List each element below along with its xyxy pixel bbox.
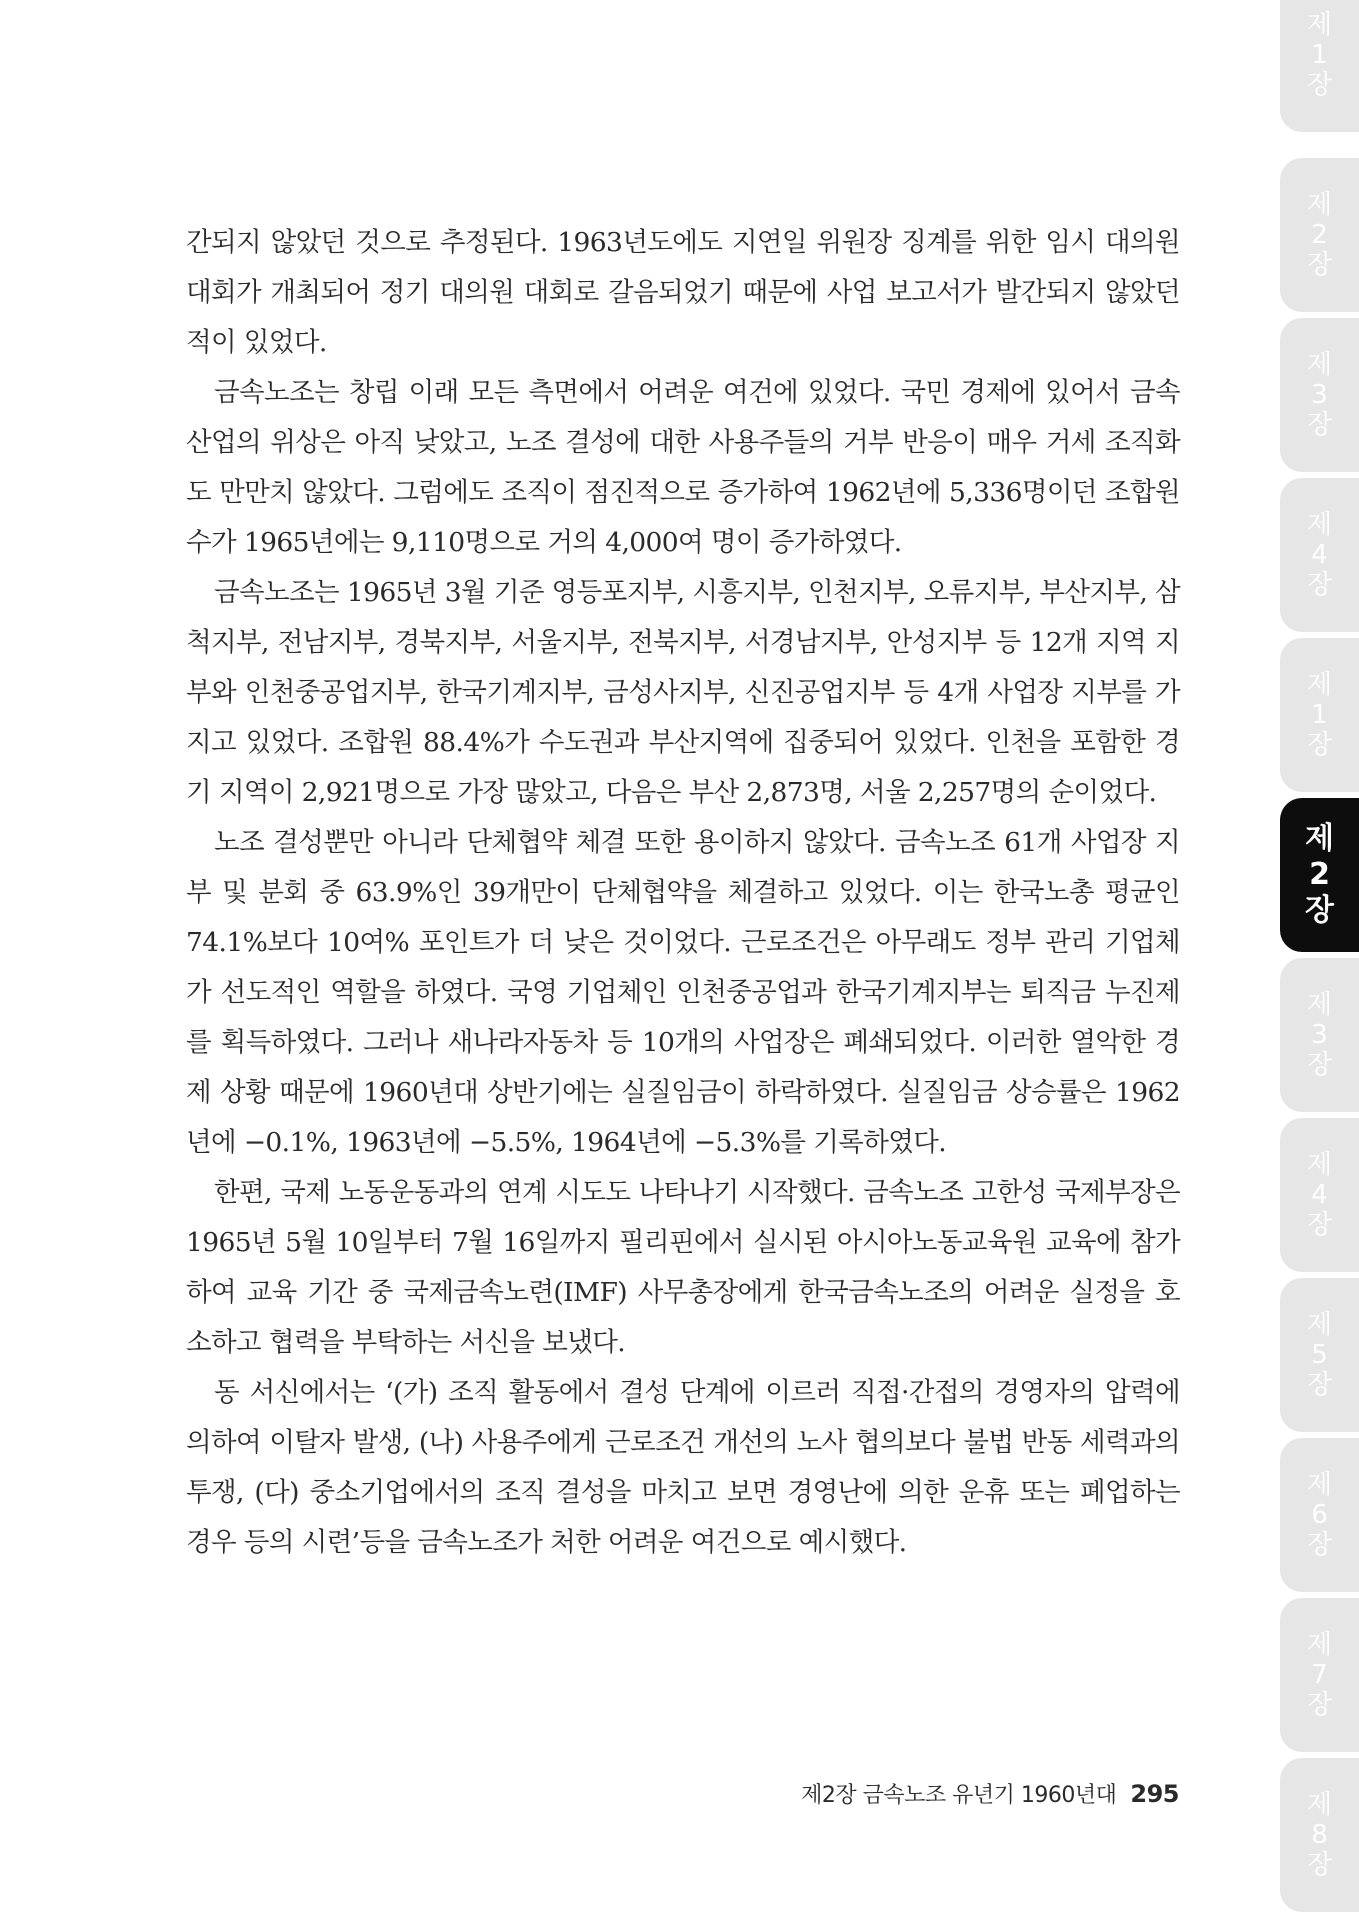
- chapter-tab-number: 4: [1311, 1180, 1328, 1210]
- chapter-tab-prefix: 제: [1306, 510, 1333, 540]
- chapter-tab-7[interactable]: [1280, 958, 1359, 1112]
- chapter-tab-4[interactable]: [1280, 478, 1359, 632]
- chapter-tab-11[interactable]: [1280, 1598, 1359, 1752]
- chapter-tab-prefix: 제: [1306, 1470, 1333, 1500]
- chapter-tab-prefix: 제: [1306, 1630, 1333, 1660]
- chapter-tabs: [1280, 0, 1359, 1920]
- chapter-tab-suffix: 장: [1306, 570, 1333, 600]
- chapter-tab-prefix: 제: [1306, 1790, 1333, 1820]
- body-paragraph: 금속노조는 1965년 3월 기준 영등포지부, 시흥지부, 인천지부, 오류지부, 부산지부, 삼척지부, 전남지부, 경북지부, 서울지부, 전북지부, 서경남지부, 안성지부 등 12개 지역 지부와 인천중공업지부, 한국기계지부, 금성사지부, 신진공업지부 등 4개 사업장 지부를 가지고 있었다. 조합원 88.4%가 수도권과 부산지역에 집중되어 있었다. 인천을 포함한 경기 지역이 2,921명으로 가장 많았고, 다음은 부산 2,873명, 서울 2,257명의 순이었다.: [186, 577, 1180, 808]
- chapter-tab-prefix: 제: [1306, 990, 1333, 1020]
- body-paragraph: 금속노조는 창립 이래 모든 측면에서 어려운 여건에 있었다. 국민 경제에 있어서 금속 산업의 위상은 아직 낮았고, 노조 결성에 대한 사용주들의 거부 반응이 매우 거세 조직화도 만만치 않았다. 그럼에도 조직이 점진적으로 증가하여 1962년에 5,336명이던 조합원 수가 1965년에는 9,110명으로 거의 4,000여 명이 증가하였다.: [186, 377, 1180, 558]
- chapter-tab-12[interactable]: [1280, 1758, 1359, 1912]
- chapter-tab-suffix: 장: [1305, 893, 1334, 928]
- chapter-tab-prefix: 제: [1306, 350, 1333, 380]
- chapter-tab-number: 5: [1311, 1340, 1328, 1370]
- chapter-tab-prefix: 제: [1306, 670, 1333, 700]
- running-title: 제2장 금속노조 유년기 1960년대: [801, 1783, 1117, 1808]
- chapter-tab-number: 1: [1311, 700, 1328, 730]
- chapter-tab-prefix: 제: [1305, 821, 1334, 856]
- chapter-tab-suffix: 장: [1306, 1370, 1333, 1400]
- body-paragraph: 한편, 국제 노동운동과의 연계 시도도 나타나기 시작했다. 금속노조 고한성 국제부장은 1965년 5월 10일부터 7월 16일까지 필리핀에서 실시된 아시아노동교육원 교육에 참가하여 교육 기간 중 국제금속노련(IMF) 사무총장에게 한국금속노조의 어려운 실정을 호소하고 협력을 부탁하는 서신을 보냈다.: [186, 1177, 1180, 1358]
- chapter-tab-suffix: 장: [1306, 730, 1333, 760]
- body-paragraph: 노조 결성뿐만 아니라 단체협약 체결 또한 용이하지 않았다. 금속노조 61개 사업장 지부 및 분회 중 63.9%인 39개만이 단체협약을 체결하고 있었다. 이는 한국노총 평균인 74.1%보다 10여% 포인트가 더 낮은 것이었다. 근로조건은 아무래도 정부 관리 기업체가 선도적인 역할을 하였다. 국영 기업체인 인천중공업과 한국기계지부는 퇴직금 누진제를 획득하였다. 그러나 새나라자동차 등 10개의 사업장은 폐쇄되었다. 이러한 열악한 경제 상황 때문에 1960년대 상반기에는 실질임금이 하락하였다. 실질임금 상승률은 1962년에 −0.1%, 1963년에 −5.5%, 1964년에 −5.3%를 기록하였다.: [186, 827, 1180, 1158]
- chapter-tab-number: 3: [1311, 380, 1328, 410]
- body-paragraph: 간되지 않았던 것으로 추정된다. 1963년도에도 지연일 위원장 징계를 위한 임시 대의원 대회가 개최되어 정기 대의원 대회로 갈음되었기 때문에 사업 보고서가 발간되지 않았던 적이 있었다.: [186, 227, 1180, 358]
- chapter-tab-number: 2: [1309, 857, 1330, 892]
- body-paragraph: 동 서신에서는 ‘(가) 조직 활동에서 결성 단계에 이르러 직접·간접의 경영자의 압력에 의하여 이탈자 발생, (나) 사용주에게 근로조건 개선의 노사 협의보다 불법 반동 세력과의 투쟁, (다) 중소기업에서의 조직 결성을 마치고 보면 경영난에 의한 운휴 또는 폐업하는 경우 등의 시련’등을 금속노조가 처한 어려운 여건으로 예시했다.: [186, 1377, 1180, 1558]
- page-footer: [801, 1778, 1179, 1809]
- chapter-tab-suffix: 장: [1306, 1850, 1333, 1880]
- chapter-tab-number: 7: [1311, 1660, 1328, 1690]
- chapter-tab-suffix: 장: [1306, 250, 1333, 280]
- chapter-tab-9[interactable]: [1280, 1278, 1359, 1432]
- chapter-tab-prefix: 제: [1306, 10, 1333, 40]
- chapter-tab-suffix: 장: [1306, 410, 1333, 440]
- chapter-tab-1[interactable]: [1280, 0, 1359, 132]
- chapter-tab-prefix: 제: [1306, 190, 1333, 220]
- chapter-tab-prefix: 제: [1306, 1150, 1333, 1180]
- chapter-tab-number: 2: [1311, 220, 1328, 250]
- chapter-tab-number: 4: [1311, 540, 1328, 570]
- chapter-tab-prefix: 제: [1306, 1310, 1333, 1340]
- chapter-tab-5[interactable]: [1280, 638, 1359, 792]
- chapter-tab-2[interactable]: [1280, 158, 1359, 312]
- chapter-tab-suffix: 장: [1306, 70, 1333, 100]
- chapter-tab-suffix: 장: [1306, 1530, 1333, 1560]
- chapter-tab-number: 3: [1311, 1020, 1328, 1050]
- chapter-tab-number: 1: [1311, 40, 1328, 70]
- chapter-tab-suffix: 장: [1306, 1690, 1333, 1720]
- page-number: 295: [1130, 1780, 1179, 1808]
- chapter-tab-3[interactable]: [1280, 318, 1359, 472]
- chapter-tab-8[interactable]: [1280, 1118, 1359, 1272]
- chapter-tab-6-active[interactable]: [1280, 798, 1359, 952]
- chapter-tab-number: 8: [1311, 1820, 1328, 1850]
- chapter-tab-suffix: 장: [1306, 1050, 1333, 1080]
- chapter-tab-10[interactable]: [1280, 1438, 1359, 1592]
- chapter-tab-number: 6: [1311, 1500, 1328, 1530]
- page-body: [186, 218, 1180, 1568]
- chapter-tab-suffix: 장: [1306, 1210, 1333, 1240]
